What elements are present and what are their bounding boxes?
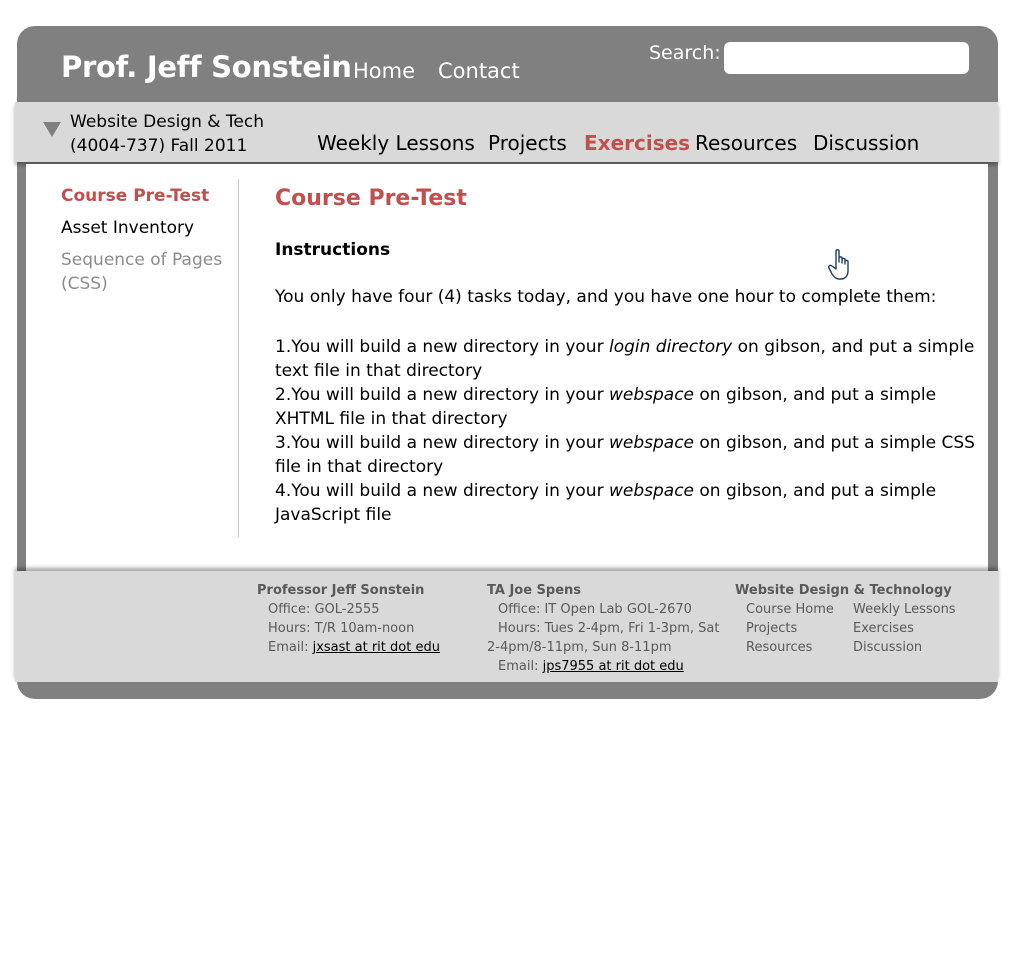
hand-pointer-icon [827, 248, 855, 282]
sidebar-item-sequence-of-pages[interactable]: Sequence of Pages (CSS) [61, 250, 223, 294]
course-bar [15, 102, 998, 162]
sidebar [26, 164, 238, 536]
footer-ta [487, 581, 727, 676]
footer-link-exercises[interactable]: Exercises [853, 621, 914, 636]
site-title[interactable]: Prof. Jeff Sonstein [61, 50, 352, 84]
footer-site [735, 581, 985, 661]
task-text: on gibson, and put a simple text file in that directory [275, 337, 975, 381]
task-text: 4.You will build a new directory in your [275, 481, 609, 501]
task-text: on gibson, and put a simple JavaScript file [275, 481, 937, 525]
content-area [26, 164, 988, 571]
site-header [17, 26, 998, 102]
task-list [275, 335, 975, 527]
search-label: Search: [649, 42, 721, 64]
sidebar-item-asset-inventory[interactable]: Asset Inventory [61, 218, 195, 238]
sidebar-divider [238, 179, 239, 537]
footer-ta-hours-cont: 2-4pm/8-11pm, Sun 8-11pm [487, 640, 672, 655]
instructions-heading: Instructions [275, 240, 391, 260]
tab-resources[interactable]: Resources [695, 131, 798, 155]
task-item [275, 383, 975, 431]
task-emphasis: webspace [608, 385, 694, 405]
tab-projects[interactable]: Projects [488, 131, 567, 155]
footer-ta-heading: TA Joe Spens [487, 583, 582, 598]
footer-link-projects[interactable]: Projects [746, 621, 798, 636]
footer-ta-office: Office: IT Open Lab GOL-2670 [498, 602, 692, 617]
tab-weekly-lessons[interactable]: Weekly Lessons [317, 131, 475, 155]
task-item [275, 431, 975, 479]
nav-contact-link[interactable]: Contact [438, 59, 520, 83]
task-emphasis: webspace [608, 481, 694, 501]
task-text: 1.You will build a new directory in your [275, 337, 609, 357]
task-item [275, 479, 975, 527]
task-emphasis: webspace [608, 433, 694, 453]
task-text: 3.You will build a new directory in your [275, 433, 609, 453]
footer [15, 571, 998, 682]
footer-ta-email-row [487, 657, 727, 676]
footer-email-label: Email: [498, 659, 543, 674]
search-input[interactable] [724, 42, 969, 74]
task-item [275, 335, 975, 383]
task-text: on gibson, and put a simple CSS file in that directory [275, 433, 975, 477]
footer-professor-email-row [257, 638, 440, 657]
footer-professor-office: Office: GOL-2555 [268, 602, 380, 617]
triangle-down-icon[interactable] [43, 122, 61, 137]
footer-site-heading: Website Design & Technology [735, 583, 952, 598]
footer-professor [257, 581, 440, 657]
tab-discussion[interactable]: Discussion [813, 131, 920, 155]
course-code: (4004-737) Fall 2011 [70, 136, 248, 156]
footer-ta-hours: Hours: Tues 2-4pm, Fri 1-3pm, Sat [498, 621, 720, 636]
footer-professor-hours: Hours: T/R 10am-noon [268, 621, 415, 636]
course-name[interactable] [70, 110, 264, 158]
footer-link-discussion[interactable]: Discussion [853, 640, 923, 655]
page-title: Course Pre-Test [275, 186, 467, 211]
professor-email-link[interactable]: jxsast at rit dot edu [312, 640, 440, 655]
task-text: 2.You will build a new directory in your [275, 385, 609, 405]
course-title: Website Design & Tech [70, 112, 265, 132]
intro-text: You only have four (4) tasks today, and you have one hour to complete them: [275, 287, 937, 307]
task-text: on gibson, and put a simple XHTML file in that directory [275, 385, 937, 429]
sidebar-item-course-pre-test[interactable]: Course Pre-Test [61, 186, 210, 206]
page-frame [17, 26, 998, 699]
footer-email-label: Email: [268, 640, 313, 655]
task-emphasis: login directory [608, 337, 733, 357]
footer-link-resources[interactable]: Resources [746, 640, 813, 655]
nav-home-link[interactable]: Home [353, 59, 416, 83]
footer-link-course-home[interactable]: Course Home [746, 602, 834, 617]
footer-link-weekly-lessons[interactable]: Weekly Lessons [853, 602, 956, 617]
ta-email-link[interactable]: jps7955 at rit dot edu [542, 659, 684, 674]
footer-professor-heading: Professor Jeff Sonstein [257, 583, 425, 598]
tab-exercises[interactable]: Exercises [584, 131, 691, 155]
